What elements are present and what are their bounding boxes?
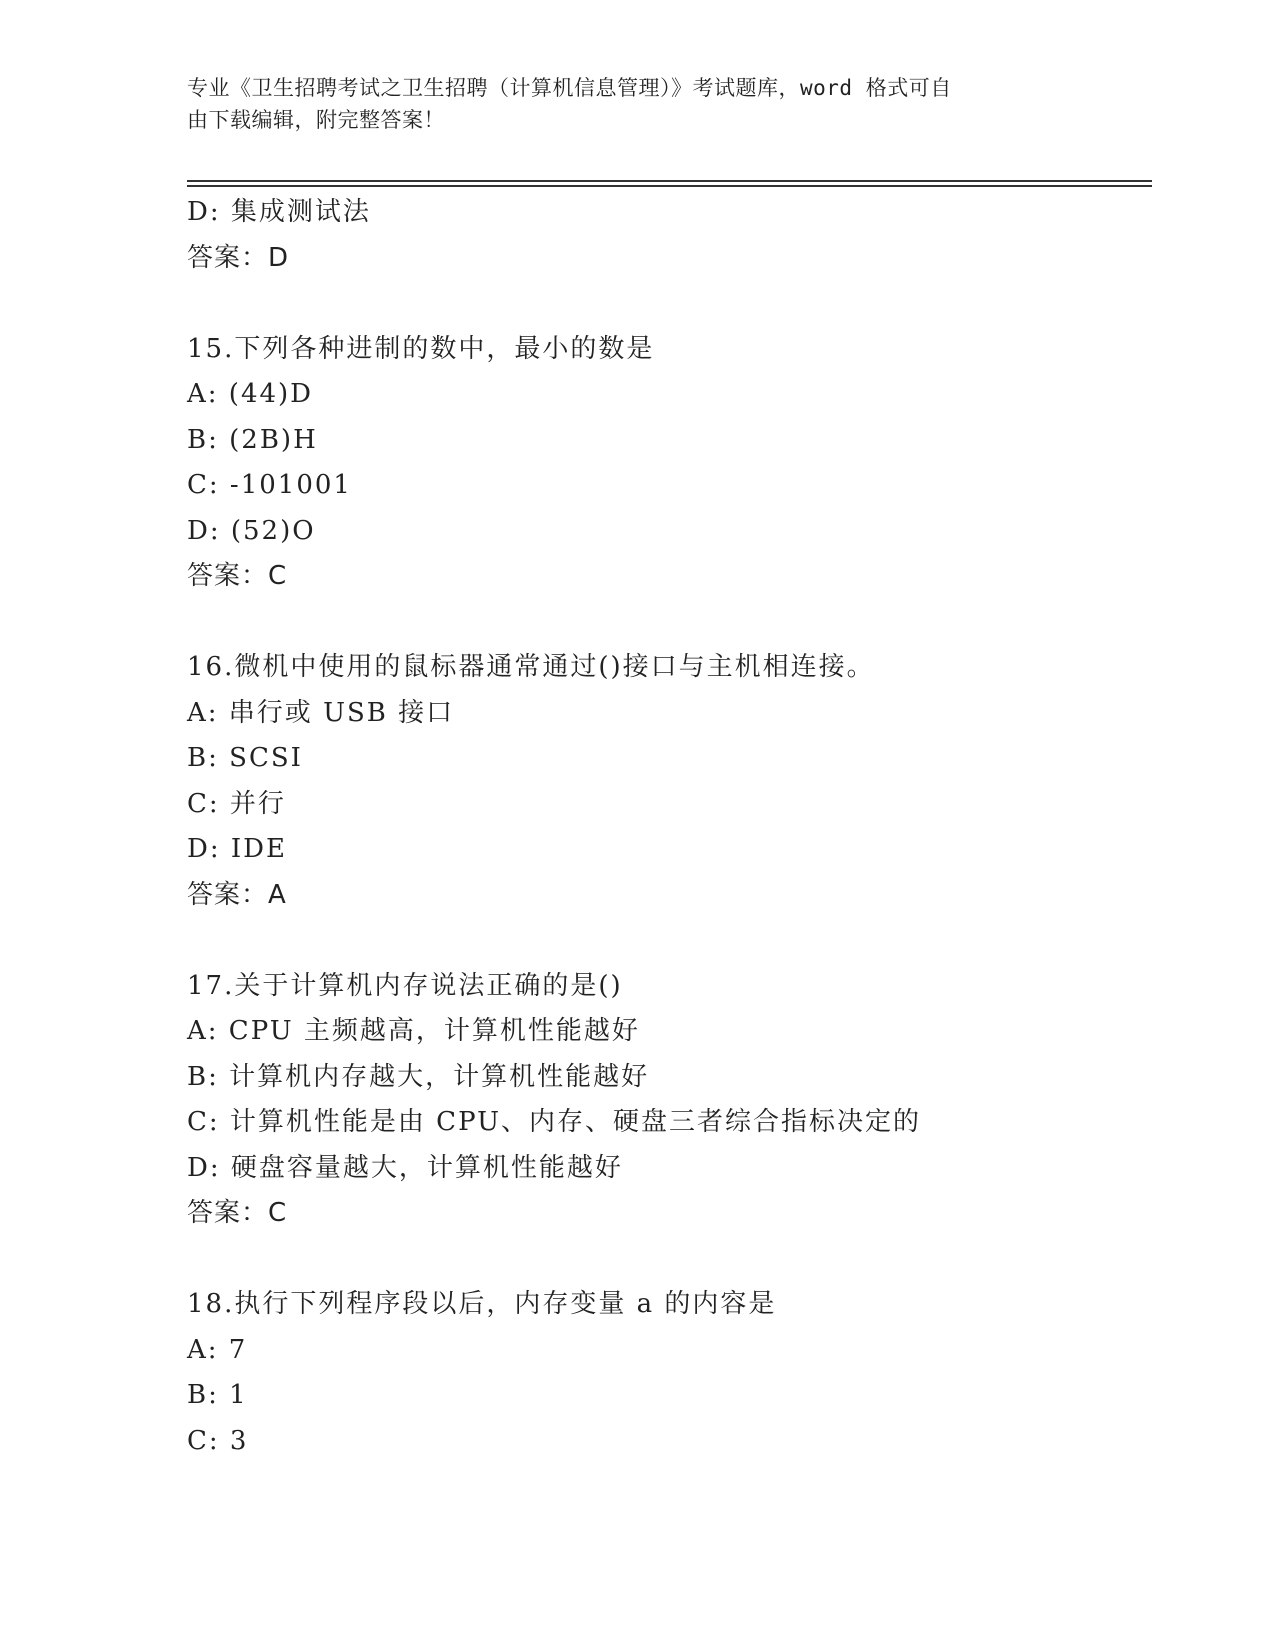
header-divider-bottom <box>187 185 1152 187</box>
option-a: A: 7 <box>187 1334 248 1365</box>
question-17 <box>187 964 1167 1237</box>
header-line-1: 专业《卫生招聘考试之卫生招聘（计算机信息管理）》考试题库，word 格式可自 <box>187 76 952 100</box>
option-d: D: (52)O <box>187 515 316 546</box>
header-line-2: 由下载编辑，附完整答案！ <box>187 108 445 132</box>
question-stem: 18.执行下列程序段以后，内存变量 a 的内容是 <box>187 1289 777 1319</box>
spacer <box>187 1237 1167 1283</box>
option-c: C: -101001 <box>187 470 352 500</box>
question-stem: 16.微机中使用的鼠标器通常通过()接口与主机相连接。 <box>187 652 875 682</box>
option-b: B: SCSI <box>187 743 303 773</box>
option-b: B: (2B)H <box>187 424 318 455</box>
option-d: D: 集成测试法 <box>187 197 371 227</box>
question-stem: 15.下列各种进制的数中，最小的数是 <box>187 333 655 364</box>
option-c: C: 并行 <box>187 788 286 819</box>
question-15 <box>187 327 1167 600</box>
spacer <box>187 281 1167 327</box>
spacer <box>187 600 1167 646</box>
header-divider-top <box>187 180 1152 182</box>
option-a: A: (44)D <box>187 379 314 409</box>
option-d: D: IDE <box>187 834 287 864</box>
question-18 <box>187 1282 1167 1464</box>
option-b: B: 计算机内存越大，计算机性能越好 <box>187 1061 650 1092</box>
option-d: D: 硬盘容量越大，计算机性能越好 <box>187 1152 623 1183</box>
answer-line: 答案：C <box>187 561 288 591</box>
option-a: A: CPU 主频越高，计算机性能越好 <box>187 1016 640 1046</box>
question-16 <box>187 645 1167 918</box>
spacer <box>187 918 1167 964</box>
answer-line: 答案：A <box>187 879 287 910</box>
answer-line: 答案：C <box>187 1198 288 1228</box>
document-header <box>187 72 1087 136</box>
option-c: C: 计算机性能是由 CPU、内存、硬盘三者综合指标决定的 <box>187 1107 922 1137</box>
option-a: A: 串行或 USB 接口 <box>187 697 455 728</box>
question-list <box>187 190 1167 1464</box>
option-b: B: 1 <box>187 1380 248 1410</box>
answer-line: 答案：D <box>187 242 290 273</box>
question-stem: 17.关于计算机内存说法正确的是() <box>187 970 623 1001</box>
option-c: C: 3 <box>187 1425 249 1456</box>
